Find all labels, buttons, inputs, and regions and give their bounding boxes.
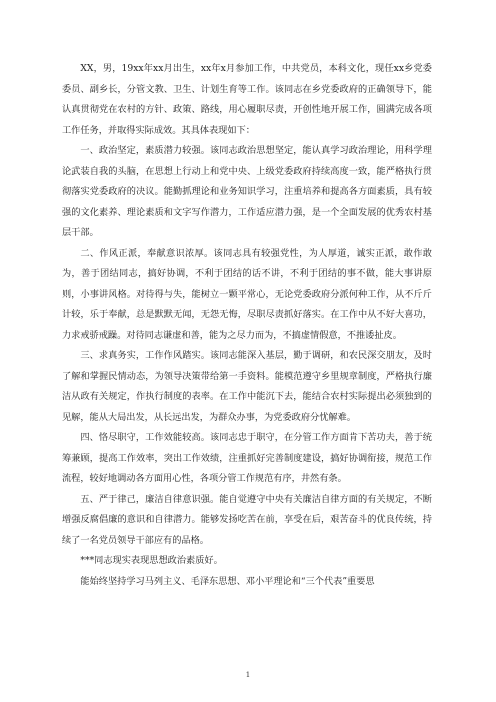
summary-heading-paragraph: ***同志现实表现思想政治素质好。 [80, 555, 223, 566]
section-political-paragraph: 一、政治坚定，素质潜力较强。该同志政治思想坚定，能认真学习政治理论，用科学理论武装自我的头脑，在思想上行动上和党中央、上级党委政府持续高度一致，能严格执行贯彻落实党委政府的决议。能勤抓理论和业务知识学习，注重培养和提高各方面素质，具有较强的文化素养、理论素质和文字写作潜力，工作适应潜力强，是一个全面发展的优秀农村基层干部。 [62, 145, 432, 238]
section-discipline-paragraph: 五、严于律己，廉洁自律意识强。能自觉遵守中央有关廉洁自律方面的有关规定，不断增强反腐倡廉的意识和自律潜力。能够发扬吃苦在前，享受在后，艰苦奋斗的优良传统，持续了一名党员领导干部应有的品格。 [62, 493, 432, 546]
section-duty-paragraph: 四、恪尽职守，工作效能较高。该同志忠于职守，在分管工作方面肯下苦功夫，善于统筹兼顾，提高工作效率，突出工作效绩，注重抓好完善制度建设，搞好协调衔接，规范工作流程，较好地调动各方面用心性，各项分管工作规范有序，井然有条。 [62, 432, 432, 484]
section-conduct-paragraph: 二、作风正派，奉献意识浓厚。该同志具有较强党性，为人厚道，诚实正派，敢作敢为，善于团结同志，搞好协调，不利于团结的话不讲，不利于团结的事不做，能大事讲原则，小事讲风格。对待得与失，能树立一颗平常心，无论党委政府分派何种工作，从不斤斤计较，乐于奉献，总是默默无闻，无怨无悔，尽职尽责抓好落实。在工作中从不好大喜功，力求戒骄戒躁。对待同志谦虚和善，能为之尽力而为，不搞虚情假意，不推诿扯皮。 [62, 247, 432, 341]
intro-paragraph: XX，男，19xx年xx月出生，xx年x月参加工作，中共党员，本科文化，现任xx乡党委委员、副乡长，分管文教、卫生、计划生育等工作。该同志在乡党委政府的正确领导下，能认真贯彻党在农村的方针、政策、路线，用心履职尽责，开创性地开展工作，圆满完成各项工作任务，并取得实际成效。其具体表现如下： [62, 63, 432, 136]
page-number: 1 [245, 671, 251, 679]
continuation-paragraph: 能始终坚持学习马列主义、毛泽东思想、邓小平理论和“三个代表”重要思 [80, 575, 375, 587]
document-body [62, 59, 432, 592]
section-practical-paragraph: 三、求真务实，工作作风踏实。该同志能深入基层，勤于调研，和农民深交朋友，及时了解和掌握民情动态，为领导决策带给第一手资料。能模范遵守乡里规章制度，严格执行廉洁从政有关规定，作执行制度的表率。在工作中能沉下去，能结合农村实际提出必须独到的见解，能从大局出发，从长远出发，为群众办事，为党委政府分忧解难。 [62, 350, 432, 423]
